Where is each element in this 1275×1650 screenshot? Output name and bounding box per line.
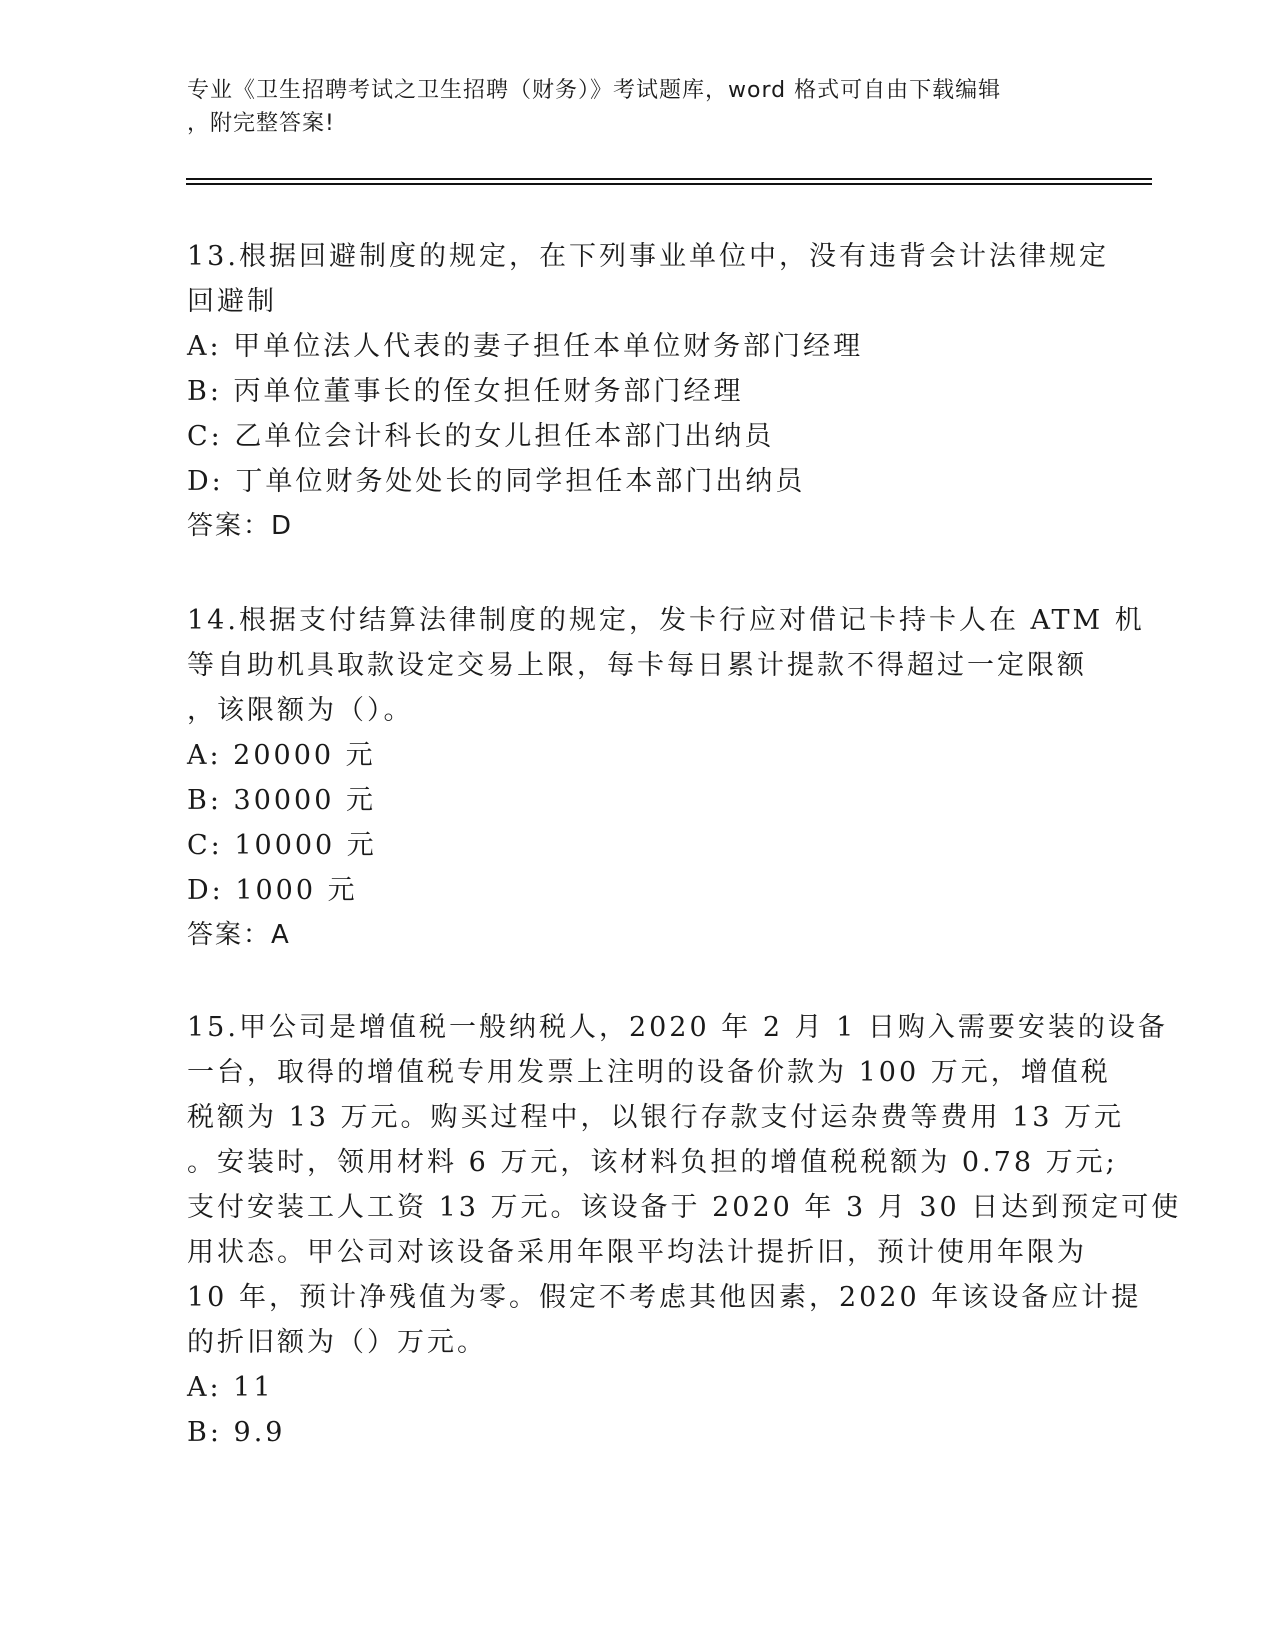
header-divider — [186, 183, 1152, 185]
option-a: A: 11 — [187, 1372, 274, 1403]
option-d: D: 1000 元 — [187, 875, 358, 906]
option-a: A: 甲单位法人代表的妻子担任本单位财务部门经理 — [187, 331, 864, 362]
option-d: D: 丁单位财务处处长的同学担任本部门出纳员 — [187, 466, 806, 497]
option-b: B: 9.9 — [187, 1417, 286, 1448]
question-text: 13.根据回避制度的规定，在下列事业单位中，没有违背会计法律规定 — [187, 241, 1109, 272]
question-text: 支付安装工人工资 13 万元。该设备于 2020 年 3 月 30 日达到预定可使 — [187, 1192, 1182, 1223]
question-text: 15.甲公司是增值税一般纳税人，2020 年 2 月 1 日购入需要安装的设备 — [187, 1012, 1168, 1043]
question-15 — [187, 1005, 1182, 1455]
question-14 — [187, 598, 1145, 958]
header-divider — [186, 178, 1152, 180]
question-text: 10 年，预计净残值为零。假定不考虑其他因素，2020 年该设备应计提 — [187, 1282, 1142, 1313]
question-13 — [187, 234, 1109, 549]
question-text: 14.根据支付结算法律制度的规定，发卡行应对借记卡持卡人在 ATM 机 — [187, 605, 1145, 636]
question-text: 回避制 — [187, 286, 277, 317]
option-c: C: 乙单位会计科长的女儿担任本部门出纳员 — [187, 421, 775, 452]
question-text: 税额为 13 万元。购买过程中，以银行存款支付运杂费等费用 13 万元 — [187, 1102, 1125, 1133]
header-line: ，附完整答案! — [187, 111, 335, 136]
option-a: A: 20000 元 — [187, 740, 376, 771]
question-text: 的折旧额为（）万元。 — [187, 1327, 487, 1358]
question-text: 用状态。甲公司对该设备采用年限平均法计提折旧，预计使用年限为 — [187, 1237, 1087, 1268]
question-text: 等自助机具取款设定交易上限，每卡每日累计提款不得超过一定限额 — [187, 650, 1087, 681]
option-b: B: 30000 元 — [187, 785, 376, 816]
question-text: 一台，取得的增值税专用发票上注明的设备价款为 100 万元，增值税 — [187, 1057, 1111, 1088]
header-line: 专业《卫生招聘考试之卫生招聘（财务）》考试题库，word 格式可自由下载编辑 — [187, 78, 1002, 103]
question-text: ，该限额为（）。 — [187, 695, 414, 726]
option-c: C: 10000 元 — [187, 830, 377, 861]
option-b: B: 丙单位董事长的侄女担任财务部门经理 — [187, 376, 744, 407]
question-text: 。安装时，领用材料 6 万元，该材料负担的增值税税额为 0.78 万元; — [187, 1147, 1118, 1178]
document-header — [187, 74, 1067, 140]
answer: 答案：D — [187, 511, 294, 541]
answer: 答案：A — [187, 920, 291, 950]
